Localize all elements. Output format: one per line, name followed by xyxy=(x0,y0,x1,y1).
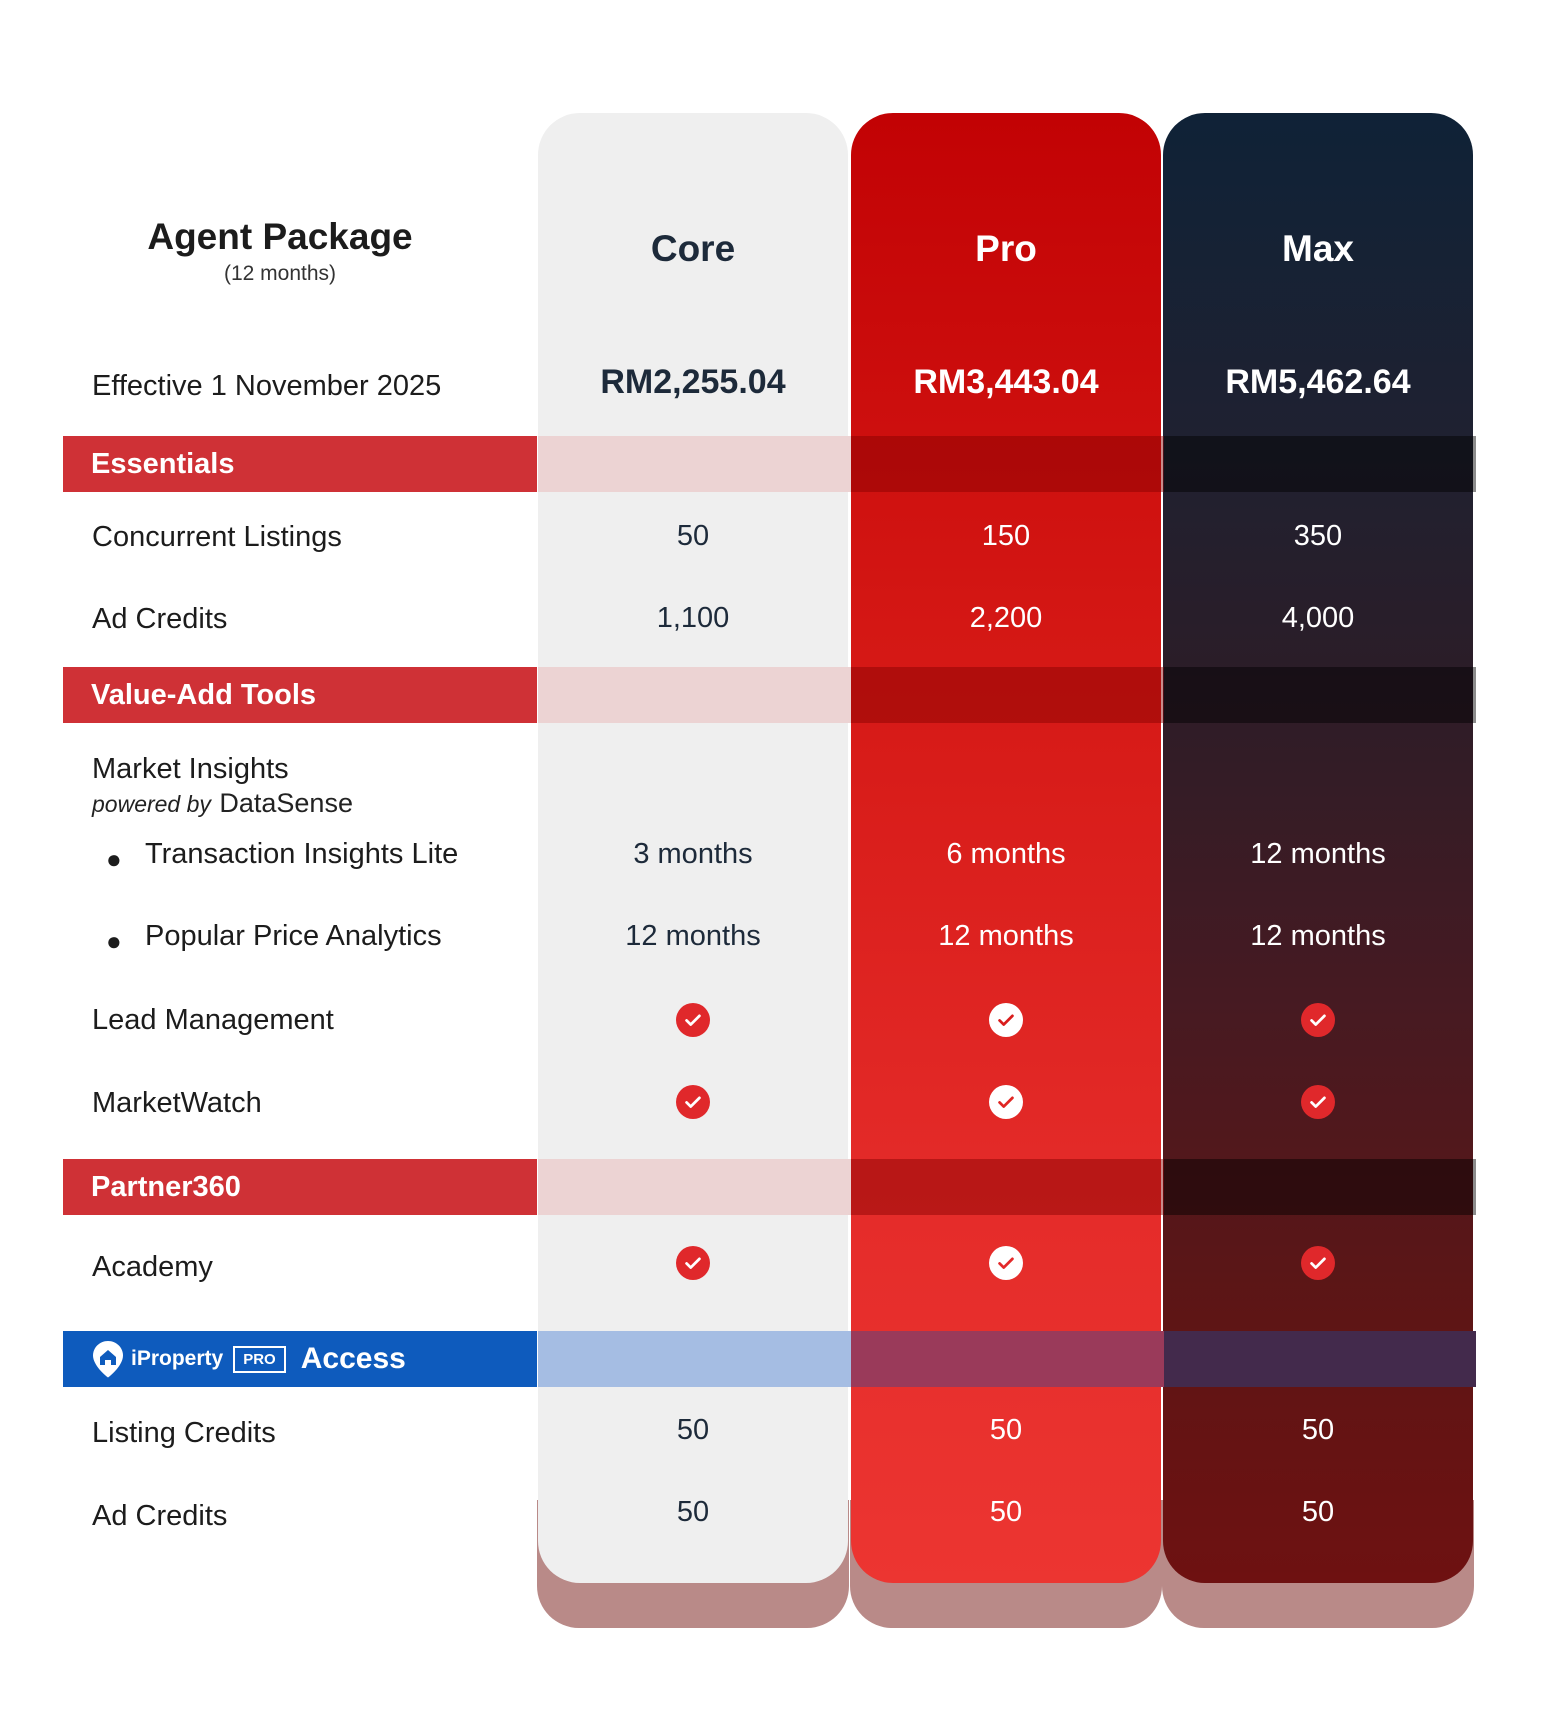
section-value-add-tools xyxy=(63,667,1476,723)
cell-value: 350 xyxy=(1293,520,1343,552)
powered-by-line xyxy=(92,788,353,819)
check-circle-icon xyxy=(989,1246,1023,1280)
price-pro: RM3,443.04 xyxy=(913,363,1099,401)
bullet-icon: ● xyxy=(106,926,122,956)
cell-value: 50 xyxy=(989,1414,1023,1446)
powered-by-text: powered by xyxy=(92,791,211,817)
cell-value: 2,200 xyxy=(969,602,1043,634)
price-core: RM2,255.04 xyxy=(600,363,786,401)
check-circle-icon xyxy=(1301,1003,1335,1037)
cell-value: 12 months xyxy=(1250,838,1386,870)
section-label: Essentials xyxy=(91,447,235,480)
datasense-brand: DataSense xyxy=(219,788,353,818)
row-label-ad-credits: Ad Credits xyxy=(92,603,228,635)
check-circle-icon xyxy=(676,1003,710,1037)
bullet-icon: ● xyxy=(106,844,122,874)
row-label-market-insights: Market Insights xyxy=(92,753,289,785)
row-label-listing-credits: Listing Credits xyxy=(92,1417,276,1449)
plan-name-core: Core xyxy=(650,228,736,269)
iproperty-logo-icon xyxy=(91,1339,125,1379)
access-label: Access xyxy=(300,1342,406,1375)
cell-value: 12 months xyxy=(938,920,1074,952)
row-label-lead-management: Lead Management xyxy=(92,1004,334,1036)
cell-value: 50 xyxy=(1301,1496,1335,1528)
cell-value: 1,100 xyxy=(656,602,730,634)
row-label-access-ad-credits: Ad Credits xyxy=(92,1500,228,1532)
cell-value: 50 xyxy=(989,1496,1023,1528)
row-label-transaction-insights: Transaction Insights Lite xyxy=(145,838,459,870)
check-circle-icon xyxy=(989,1085,1023,1119)
check-circle-icon xyxy=(1301,1085,1335,1119)
price-max: RM5,462.64 xyxy=(1225,363,1411,401)
cell-value: 50 xyxy=(1301,1414,1335,1446)
section-partner360 xyxy=(63,1159,1476,1215)
cell-value: 4,000 xyxy=(1281,602,1355,634)
row-label-concurrent-listings: Concurrent Listings xyxy=(92,521,342,553)
section-essentials xyxy=(63,436,1476,492)
plan-name-pro: Pro xyxy=(975,228,1037,269)
cell-value: 50 xyxy=(676,1496,710,1528)
pro-badge: PRO xyxy=(233,1346,286,1373)
cell-value: 12 months xyxy=(1250,920,1386,952)
section-label: Partner360 xyxy=(91,1170,241,1203)
check-circle-icon xyxy=(676,1085,710,1119)
cell-value: 50 xyxy=(676,1414,710,1446)
section-iproperty-access xyxy=(63,1331,1476,1387)
cell-value: 12 months xyxy=(625,920,761,952)
page-title: Agent Package xyxy=(147,216,413,257)
effective-date: Effective 1 November 2025 xyxy=(92,370,442,402)
check-circle-icon xyxy=(989,1003,1023,1037)
cell-value: 6 months xyxy=(946,838,1066,870)
row-label-popular-price: Popular Price Analytics xyxy=(145,920,442,952)
row-label-marketwatch: MarketWatch xyxy=(92,1087,262,1119)
page-subtitle: (12 months) xyxy=(223,262,337,285)
section-label: Value-Add Tools xyxy=(91,678,317,711)
cell-value: 3 months xyxy=(633,838,753,870)
check-circle-icon xyxy=(1301,1246,1335,1280)
cell-value: 50 xyxy=(676,520,710,552)
iproperty-brand: iProperty xyxy=(131,1347,224,1370)
plan-name-max: Max xyxy=(1282,228,1354,269)
cell-value: 150 xyxy=(981,520,1031,552)
row-label-academy: Academy xyxy=(92,1251,213,1283)
check-circle-icon xyxy=(676,1246,710,1280)
